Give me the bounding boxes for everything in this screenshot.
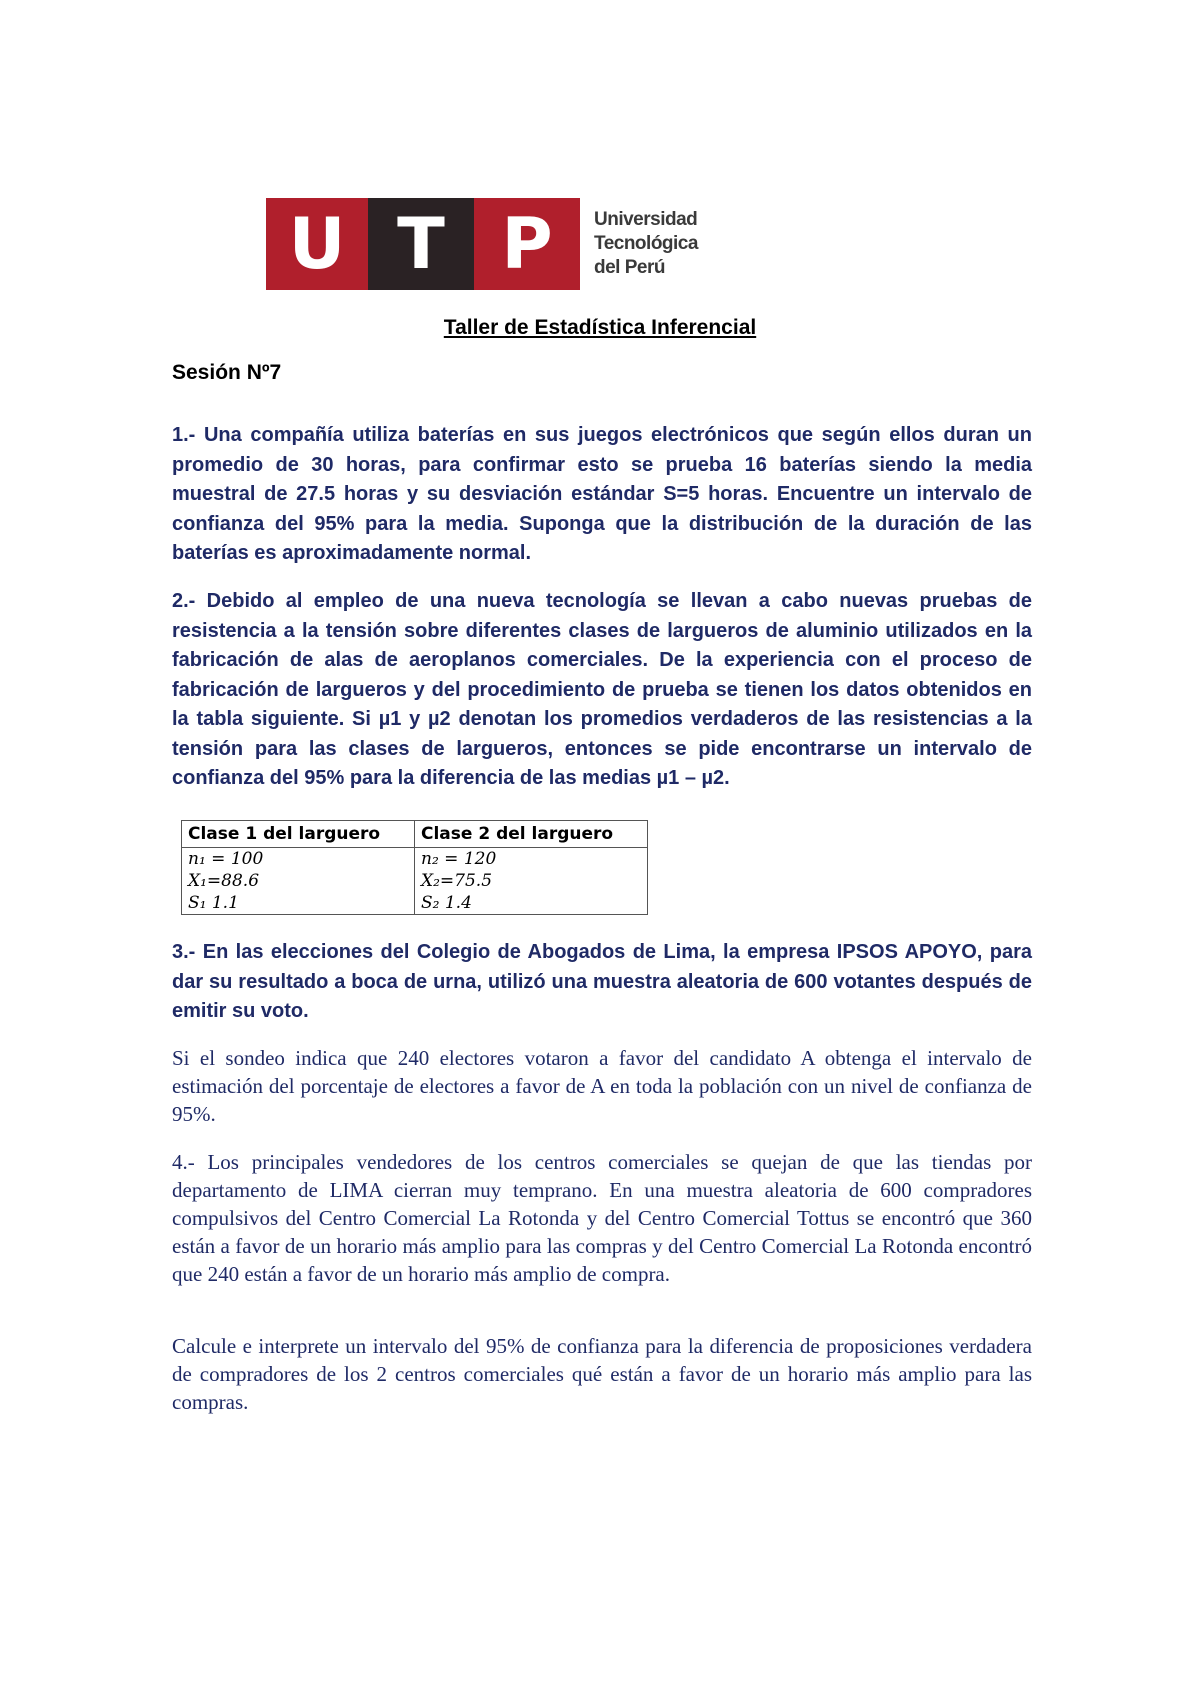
session-number: Sesión Nº7: [172, 361, 282, 384]
utp-logo: [266, 198, 698, 290]
logo-letter-t: T: [368, 198, 474, 290]
problem-3-text: 3.- En las elecciones del Colegio de Abogados de Lima, la empresa IPSOS APOYO, para dar su resultado a boca de urna, utilizó una muestra aleatoria de 600 votantes después de emitir su voto.: [172, 941, 1032, 1022]
table-cell: X₁=88.6: [182, 870, 415, 892]
table-header-cell: Clase 2 del larguero: [415, 821, 648, 848]
table-cell: S₂ 1.4: [415, 892, 648, 915]
table-row: [182, 870, 648, 892]
table-cell: X₂=75.5: [415, 870, 648, 892]
table-header-cell: Clase 1 del larguero: [182, 821, 415, 848]
table-header-row: [182, 821, 648, 848]
table-row: [182, 892, 648, 915]
logo-text-line: Tecnológica: [594, 233, 698, 254]
problem-2-text: 2.- Debido al empleo de una nueva tecnología se llevan a cabo nuevas pruebas de resistencia a la tensión sobre diferentes clases de largueros de aluminio utilizados en la fabricación de alas de aeroplanos comerciales. De la experiencia con el proceso de fabricación de largueros y del procedimiento de prueba se tienen los datos obtenidos en la tabla siguiente. Si µ1 y µ2 denotan los promedios verdaderos de las resistencias a la tensión para las clases de largueros, entonces se pide encontrarse un intervalo de confianza del 95% para la diferencia de las medias µ1 – µ2.: [172, 590, 1032, 789]
logo-university-name: [594, 198, 698, 290]
logo-text-line: del Perú: [594, 257, 665, 278]
document-title: Taller de Estadística Inferencial: [443, 316, 757, 339]
larguero-data-table: [181, 820, 648, 915]
table-cell: S₁ 1.1: [182, 892, 415, 915]
problem-4-text: 4.- Los principales vendedores de los centros comerciales se quejan de que las tiendas por departamento de LIMA cierran muy temprano. En una muestra aleatoria de 600 compradores compulsivos del Centro Comercial La Rotonda y del Centro Comercial Tottus se encontró que 360 están a favor de un horario más amplio para las compras y del Centro Comercial La Rotonda encontró que 240 están a favor de un horario más amplio de compra.: [172, 1150, 1032, 1286]
logo-text-line: Universidad: [594, 209, 698, 230]
table-cell: n₂ = 120: [415, 848, 648, 871]
logo-letter-p: P: [474, 198, 580, 290]
problem-3-question: Si el sondeo indica que 240 electores votaron a favor del candidato A obtenga el intervalo de estimación del porcentaje de electores a favor de A en toda la población con un nivel de confianza de 95%.: [172, 1046, 1032, 1126]
table-cell: n₁ = 100: [182, 848, 415, 871]
problem-1-text: 1.- Una compañía utiliza baterías en sus juegos electrónicos que según ellos duran un promedio de 30 horas, para confirmar esto se prueba 16 baterías siendo la media muestral de 27.5 horas y su desviación estándar S=5 horas. Encuentre un intervalo de confianza del 95% para la media. Suponga que la distribución de la duración de las baterías es aproximadamente normal.: [172, 424, 1032, 564]
logo-letter-u: U: [266, 198, 368, 290]
problem-4-question: Calcule e interprete un intervalo del 95% de confianza para la diferencia de proposiciones verdadera de compradores de los 2 centros comerciales qué están a favor de un horario más amplio para las compras.: [172, 1334, 1032, 1414]
table-row: [182, 848, 648, 871]
